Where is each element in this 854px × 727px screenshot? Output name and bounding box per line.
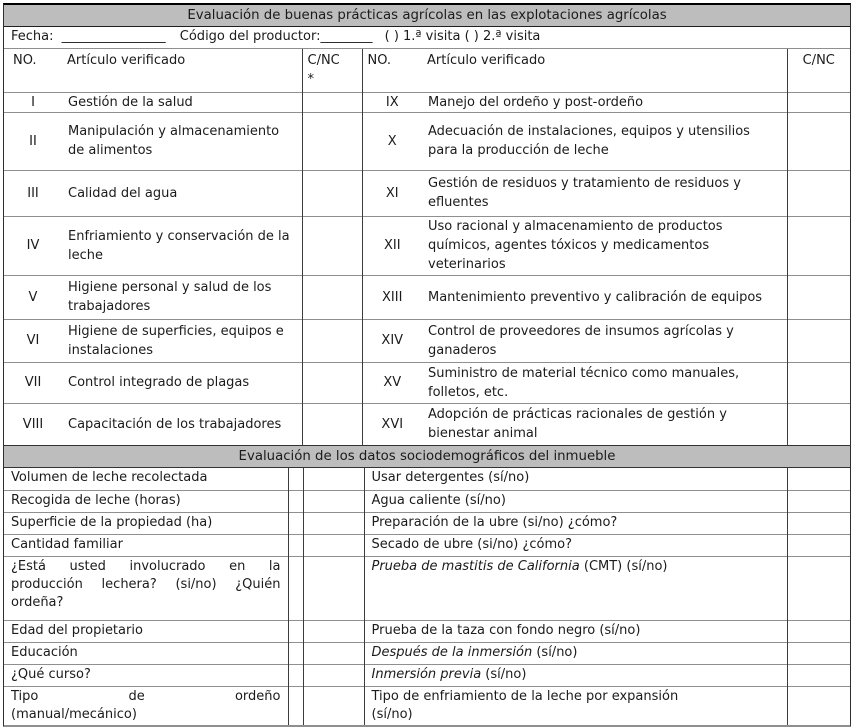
cnc-cell-left [302,275,362,319]
visit-checkboxes: ( ) 1.ª visita ( ) 2.ª visita [384,29,541,44]
text-segment: ordeña? [11,594,64,610]
cnc-cell-right [787,403,850,445]
item-number-right: IX [362,92,422,112]
item-number-right: XII [362,216,422,275]
socio-answer-cell-left-b [303,490,364,512]
cnc-cell-left [302,403,362,445]
socio-answer-cell-left-b [303,534,364,556]
cnc-cell-right [787,362,850,403]
col-header-cnc-left: C/NC * [302,49,362,92]
socio-row [4,620,850,642]
cnc-cell-right [787,112,850,170]
section1-title-bar [4,5,850,27]
item-label-right: Mantenimiento preventivo y calibración de equipos [422,275,787,319]
socio-answer-cell-left-a [288,664,303,686]
text-segment: (sí/no) [532,644,578,660]
cnc-cell-left [302,112,362,170]
cnc-cell-left [302,170,362,216]
socio-answer-cell-left-b [303,512,364,534]
socio-item-left [4,468,288,490]
socio-answer-cell-left-a [288,642,303,664]
socio-item-left [4,664,288,686]
cnc-cell-right [787,170,850,216]
cnc-cell-left [302,92,362,112]
cnc-cell-right [787,319,850,362]
socio-row [4,642,850,664]
socio-item-left [4,642,288,664]
socio-item-left [4,534,288,556]
socio-answer-cell-left-b [303,686,364,725]
text-segment: Prueba de mastitis de California [371,558,580,574]
socio-row [4,490,850,512]
item-label-left: Gestión de la salud [62,92,302,112]
socio-answer-cell-left-b [303,556,364,620]
cnc-cell-right [787,216,850,275]
form-document [3,3,851,727]
socio-row [4,686,850,725]
text-segment: (CMT) (sí/no) [579,558,668,574]
socio-answer-cell-left-a [288,620,303,642]
socio-answer-cell-left-b [303,642,364,664]
text-segment: (sí/no) [371,706,413,722]
socio-answer-cell-right [787,534,850,556]
socio-answer-cell-left-a [288,468,303,490]
date-field-row [4,27,850,49]
socio-answer-cell-right [787,556,850,620]
item-number-left: V [4,275,62,319]
text-segment: (manual/mecánico) [11,706,137,722]
item-label-left: Control integrado de plagas [62,362,302,403]
item-label-right: Control de proveedores de insumos agrícolas y ganaderos [422,319,787,362]
socio-answer-cell-left-a [288,556,303,620]
socio-item-right [364,512,787,534]
cnc-cell-left [302,362,362,403]
cnc-footnote-asterisk: * [307,72,314,87]
socio-item-right [364,490,787,512]
col-header-no-right: NO. [367,53,392,68]
socio-answer-cell-right [787,512,850,534]
text-segment: Secado de ubre (si/no) ¿cómo? [371,536,573,552]
socio-item-right [364,664,787,686]
socio-answer-cell-left-b [303,664,364,686]
cnc-cell-left [302,216,362,275]
text-segment: Prueba de la taza con fondo negro (sí/no) [371,622,641,638]
socio-item-right [364,468,787,490]
item-number-right: XV [362,362,422,403]
checklist-row [4,216,850,275]
text-segment: producción lechera? (si/no) ¿Quién [11,576,281,592]
checklist-row [4,112,850,170]
socio-item-right [364,642,787,664]
text-segment: Edad del propietario [11,622,143,638]
socio-item-right [364,556,787,620]
item-label-left: Capacitación de los trabajadores [62,403,302,445]
cnc-cell-left [302,319,362,362]
date-label: Fecha: [11,29,54,44]
col-header-no-left: NO. [13,53,37,68]
item-label-right: Adecuación de instalaciones, equipos y utensilios para la producción de leche [422,112,787,170]
socio-answer-cell-right [787,686,850,725]
item-number-left: VII [4,362,62,403]
item-number-left: III [4,170,62,216]
section2-title: Evaluación de los datos sociodemográficos del inmueble [238,449,616,464]
checklist-header-row [4,49,850,92]
socio-answer-cell-left-b [303,468,364,490]
socio-item-left [4,620,288,642]
socio-answer-cell-right [787,642,850,664]
item-number-left: VIII [4,403,62,445]
socio-item-right [364,534,787,556]
socio-answer-cell-left-a [288,512,303,534]
item-number-left: I [4,92,62,112]
checklist-row [4,275,850,319]
text-segment: Recogida de leche (horas) [11,492,181,508]
socio-answer-cell-right [787,664,850,686]
socio-row [4,556,850,620]
text-segment: Tipo de ordeño [11,688,281,704]
socio-item-right [364,620,787,642]
item-label-right: Gestión de residuos y tratamiento de residuos y efluentes [422,170,787,216]
socio-item-left [4,556,288,620]
socio-row [4,664,850,686]
socio-answer-cell-left-a [288,686,303,725]
col-header-cnc-right: C/NC [787,49,850,92]
date-blank-line: ________________ [61,29,166,44]
socio-item-left [4,512,288,534]
cnc-cell-right [787,92,850,112]
item-label-right: Uso racional y almacenamiento de productos químicos, agentes tóxicos y medicamentos veterinarios [422,216,787,275]
item-label-left: Calidad del agua [62,170,302,216]
socio-row [4,512,850,534]
checklist-row [4,362,850,403]
text-segment: Volumen de leche recolectada [11,470,208,485]
checklist-row [4,92,850,112]
item-number-right: XI [362,170,422,216]
socio-row [4,534,850,556]
item-number-right: XVI [362,403,422,445]
socio-answer-cell-right [787,620,850,642]
item-label-left: Manipulación y almacenamiento de alimentos [62,112,302,170]
text-segment: Inmersión previa [371,666,482,682]
item-number-right: XIV [362,319,422,362]
checklist-row [4,170,850,216]
text-segment: Educación [11,644,78,660]
checklist-row [4,403,850,445]
checklist-table [4,49,850,445]
text-segment: Usar detergentes (sí/no) [371,470,530,485]
text-segment: Tipo de enfriamiento de la leche por expansión [371,688,679,704]
socio-item-left [4,686,288,725]
text-segment: Preparación de la ubre (si/no) ¿cómo? [371,514,618,530]
item-label-left: Higiene personal y salud de los trabajadores [62,275,302,319]
socio-answer-cell-right [787,490,850,512]
item-number-right: XIII [362,275,422,319]
item-number-right: X [362,112,422,170]
text-segment: Agua caliente (sí/no) [371,492,506,508]
producer-code-blank-line: ________ [320,29,373,44]
socio-answer-cell-left-b [303,620,364,642]
socio-item-left [4,490,288,512]
text-segment: Cantidad familiar [11,536,123,552]
producer-code-label: Código del productor: [179,29,321,44]
item-number-left: VI [4,319,62,362]
socio-answer-cell-right [787,468,850,490]
checklist-row [4,319,850,362]
item-number-left: IV [4,216,62,275]
item-label-right: Adopción de prácticas racionales de gestión y bienestar animal [422,403,787,445]
sociodemographic-table [4,468,850,725]
section2-title-bar [4,445,850,468]
item-label-right: Suministro de material técnico como manuales, folletos, etc. [422,362,787,403]
cnc-cell-right [787,275,850,319]
col-header-item-left: Artículo verificado [67,53,186,68]
socio-answer-cell-left-a [288,534,303,556]
item-label-left: Higiene de superficies, equipos e instalaciones [62,319,302,362]
socio-answer-cell-left-a [288,490,303,512]
item-number-left: II [4,112,62,170]
text-segment: Superficie de la propiedad (ha) [11,514,213,530]
section1-title: Evaluación de buenas prácticas agrícolas en las explotaciones agrícolas [187,8,667,23]
col-header-item-right: Artículo verificado [427,53,546,68]
text-segment: ¿Está usted involucrado en la [11,558,281,574]
socio-item-right [364,686,787,725]
item-label-left: Enfriamiento y conservación de la leche [62,216,302,275]
text-segment: ¿Qué curso? [11,666,91,682]
socio-row [4,468,850,490]
text-segment: (sí/no) [481,666,527,682]
text-segment: Después de la inmersión [371,644,533,660]
item-label-right: Manejo del ordeño y post-ordeño [422,92,787,112]
